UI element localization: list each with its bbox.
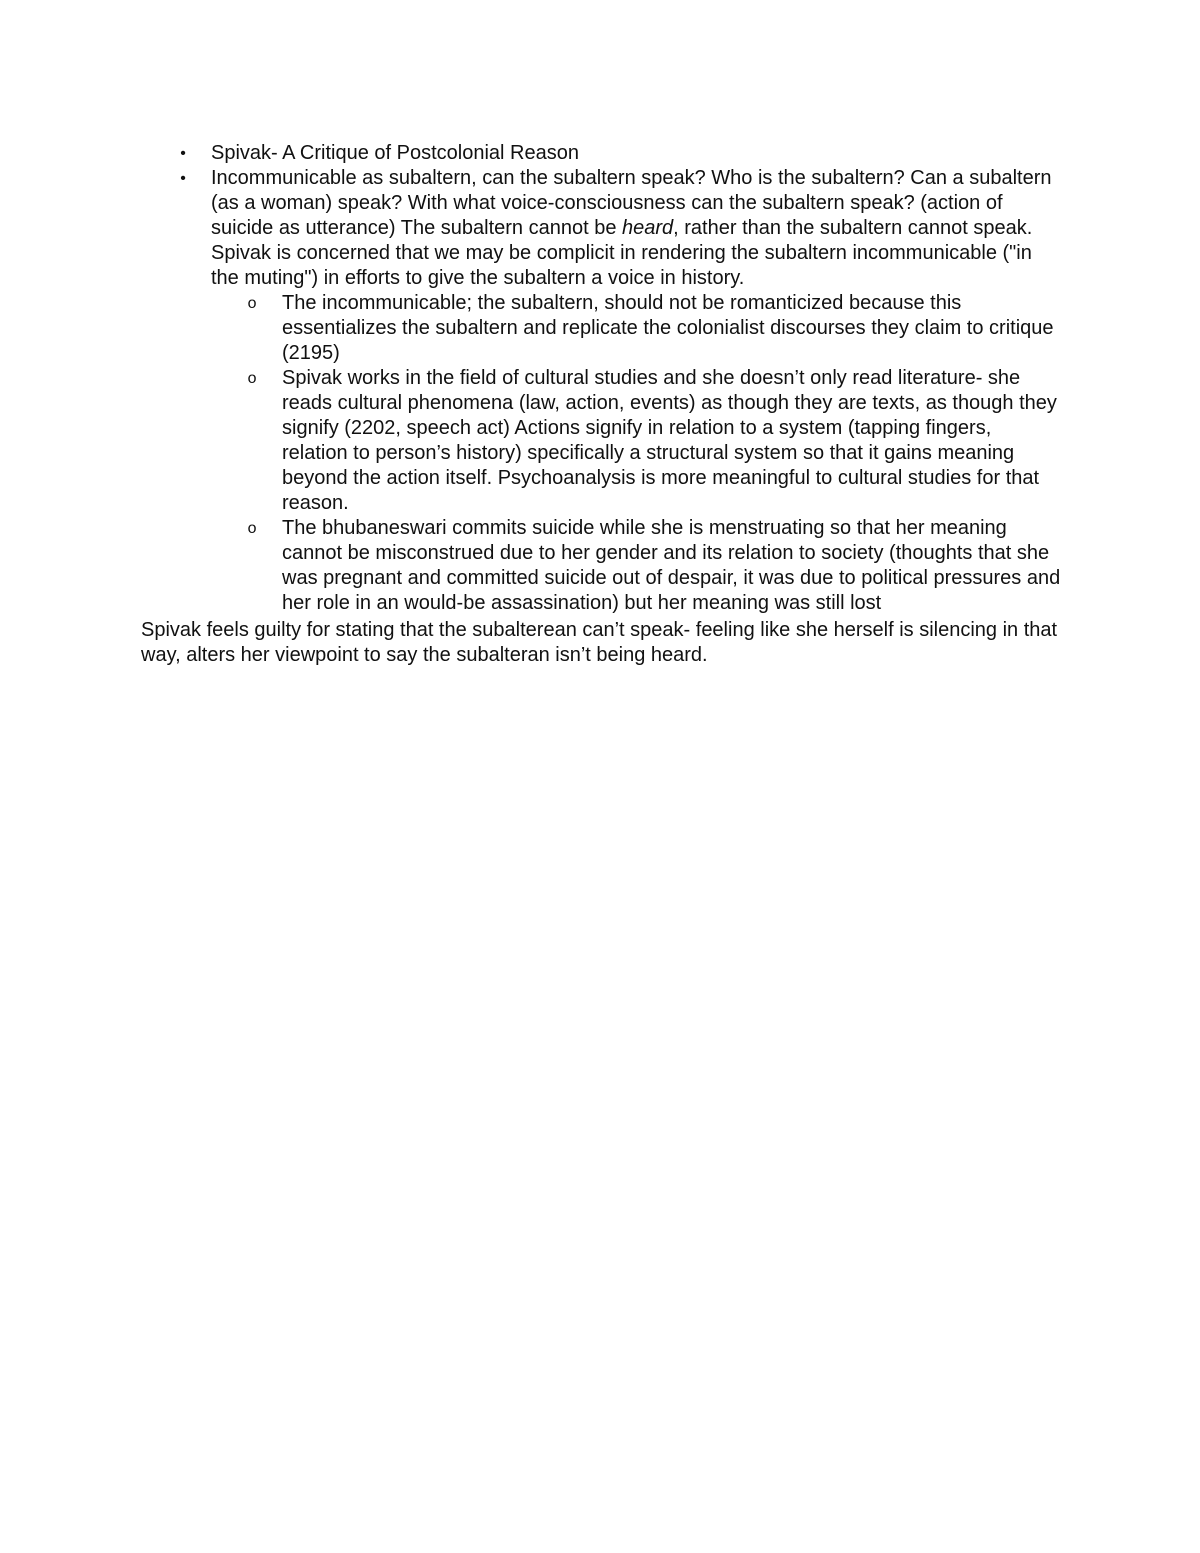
list-item-text-part: , rather than the subaltern cannot speak. Spivak is concerned that we may be complicit in rendering the subaltern incommunicable ("in the muting") in efforts to give the subaltern a voice in history. [211, 217, 1033, 289]
sub-bullet-list [211, 291, 1061, 616]
list-item [180, 141, 1061, 166]
sub-list-item [247, 366, 1061, 516]
list-item-text [211, 167, 1052, 289]
list-item-text: Spivak- A Critique of Postcolonial Reason [211, 142, 579, 164]
sub-list-item-text: The bhubaneswari commits suicide while she is menstruating so that her meaning cannot be misconstrued due to her gender and its relation to society (thoughts that she was pregnant and committed suicide out of despair, it was due to political pressures and her role in an would-be assassination) but her meaning was still lost [282, 517, 1061, 614]
circle-bullet-icon: o [247, 520, 257, 538]
sub-list-item [247, 291, 1061, 366]
document-body [141, 141, 1061, 668]
sub-list-item-text: Spivak works in the field of cultural studies and she doesn’t only read literature- she reads cultural phenomena (law, action, events) as though they are texts, as though they signify (2202, speech act) Actions signify in relation to a system (tapping fingers, relation to person’s history) specifically a structural system so that it gains meaning beyond the action itself. Psychoanalysis is more meaningful to cultural studies for that reason. [282, 367, 1057, 514]
sub-list-item-text: The incommunicable; the subaltern, should not be romanticized because this essentializes the subaltern and replicate the colonialist discourses they claim to critique (2195) [282, 292, 1054, 364]
sub-list-item [247, 516, 1061, 616]
bullet-icon: • [180, 145, 186, 162]
bullet-list [141, 141, 1061, 616]
closing-paragraph: Spivak feels guilty for stating that the subalterean can’t speak- feeling like she herself is silencing in that way, alters her viewpoint to say the subalteran isn’t being heard. [141, 619, 1058, 666]
list-item [180, 166, 1061, 616]
list-item-text-part: Incommunicable as subaltern, can the subaltern speak? Who is the subaltern? Can a subaltern (as a woman) speak? With what voice-consciousness can the subaltern speak? (action of suicide as utterance) The subaltern cannot be [211, 167, 1052, 239]
bullet-icon: • [180, 170, 186, 187]
circle-bullet-icon: o [247, 295, 257, 313]
circle-bullet-icon: o [247, 370, 257, 388]
italic-emphasis: heard [622, 217, 674, 239]
